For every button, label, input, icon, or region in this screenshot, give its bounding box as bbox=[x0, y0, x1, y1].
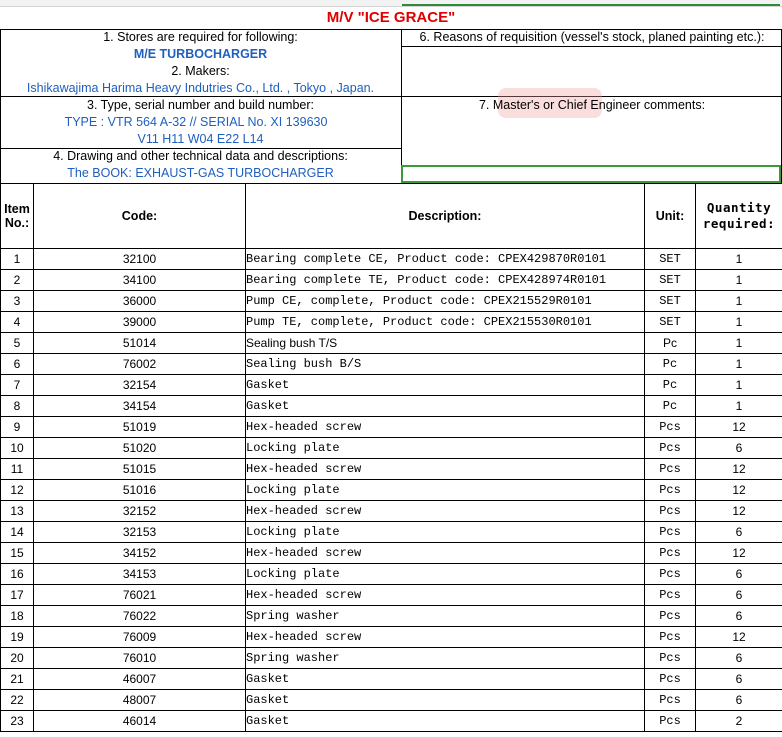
unit-cell[interactable]: Pcs bbox=[645, 438, 696, 459]
quantity-cell[interactable]: 6 bbox=[696, 669, 782, 690]
code-cell[interactable]: 32153 bbox=[34, 522, 246, 543]
table-row[interactable] bbox=[1, 522, 782, 543]
table-row[interactable] bbox=[1, 690, 782, 711]
table-row[interactable] bbox=[1, 417, 782, 438]
unit-cell[interactable]: Pcs bbox=[645, 459, 696, 480]
unit-cell[interactable]: Pc bbox=[645, 354, 696, 375]
description-cell[interactable]: Gasket bbox=[246, 396, 645, 417]
description-cell[interactable]: Bearing complete TE, Product code: CPEX428974R0101 bbox=[246, 270, 645, 291]
table-row[interactable] bbox=[1, 375, 782, 396]
description-cell[interactable]: Gasket bbox=[246, 375, 645, 396]
quantity-cell[interactable]: 1 bbox=[696, 375, 782, 396]
quantity-cell[interactable]: 12 bbox=[696, 543, 782, 564]
code-cell[interactable]: 34153 bbox=[34, 564, 246, 585]
code-cell[interactable]: 51015 bbox=[34, 459, 246, 480]
code-cell[interactable]: 76002 bbox=[34, 354, 246, 375]
item-number-cell[interactable]: 14 bbox=[1, 522, 34, 543]
vessel-title: M/V "ICE GRACE" bbox=[326, 9, 456, 26]
code-cell[interactable]: 76010 bbox=[34, 648, 246, 669]
col-header-code: Code: bbox=[34, 184, 246, 249]
description-cell[interactable]: Hex-headed screw bbox=[246, 417, 645, 438]
col-header-unit: Unit: bbox=[645, 184, 696, 249]
item-number-cell[interactable]: 5 bbox=[1, 333, 34, 354]
description-cell[interactable]: Bearing complete CE, Product code: CPEX429870R0101 bbox=[246, 249, 645, 270]
description-cell[interactable]: Sealing bush T/S bbox=[246, 333, 645, 354]
item-number-cell[interactable]: 10 bbox=[1, 438, 34, 459]
quantity-cell[interactable]: 1 bbox=[696, 354, 782, 375]
description-cell[interactable]: Sealing bush B/S bbox=[246, 354, 645, 375]
description-cell[interactable]: Gasket bbox=[246, 690, 645, 711]
description-cell[interactable]: Hex-headed screw bbox=[246, 543, 645, 564]
code-cell[interactable]: 51014 bbox=[34, 333, 246, 354]
quantity-cell[interactable]: 6 bbox=[696, 564, 782, 585]
col-header-quantity bbox=[696, 184, 782, 249]
drawing-value: The BOOK: EXHAUST-GAS TURBOCHARGER bbox=[67, 166, 334, 180]
type-label: 3. Type, serial number and build number: bbox=[87, 98, 314, 112]
unit-cell[interactable]: Pc bbox=[645, 396, 696, 417]
table-row[interactable] bbox=[1, 543, 782, 564]
description-cell[interactable]: Hex-headed screw bbox=[246, 459, 645, 480]
item-number-cell[interactable]: 2 bbox=[1, 270, 34, 291]
items-table bbox=[0, 183, 782, 732]
description-cell[interactable]: Spring washer bbox=[246, 648, 645, 669]
item-number-cell[interactable]: 19 bbox=[1, 627, 34, 648]
item-number-cell[interactable]: 21 bbox=[1, 669, 34, 690]
item-number-cell[interactable]: 12 bbox=[1, 480, 34, 501]
quantity-cell[interactable]: 6 bbox=[696, 690, 782, 711]
unit-cell[interactable]: SET bbox=[645, 249, 696, 270]
unit-cell[interactable]: Pc bbox=[645, 333, 696, 354]
item-number-cell[interactable]: 17 bbox=[1, 585, 34, 606]
quantity-cell[interactable]: 12 bbox=[696, 417, 782, 438]
table-row[interactable] bbox=[1, 606, 782, 627]
quantity-cell[interactable]: 1 bbox=[696, 291, 782, 312]
unit-cell[interactable]: Pcs bbox=[645, 648, 696, 669]
col-header-quantity-line-2: required: bbox=[702, 216, 776, 231]
unit-cell[interactable]: Pcs bbox=[645, 417, 696, 438]
table-row[interactable] bbox=[1, 291, 782, 312]
quantity-cell[interactable]: 1 bbox=[696, 249, 782, 270]
code-cell[interactable]: 34154 bbox=[34, 396, 246, 417]
quantity-cell[interactable]: 6 bbox=[696, 648, 782, 669]
code-cell[interactable]: 34152 bbox=[34, 543, 246, 564]
unit-cell[interactable]: SET bbox=[645, 270, 696, 291]
form-right-row-divider-1 bbox=[401, 46, 782, 47]
quantity-cell[interactable]: 1 bbox=[696, 312, 782, 333]
description-cell[interactable]: Locking plate bbox=[246, 522, 645, 543]
col-header-description: Description: bbox=[246, 184, 645, 249]
unit-cell[interactable]: Pcs bbox=[645, 522, 696, 543]
table-row[interactable] bbox=[1, 711, 782, 732]
item-number-cell[interactable]: 6 bbox=[1, 354, 34, 375]
col-header-quantity-line-1: Quantity bbox=[706, 200, 772, 215]
description-cell[interactable]: Hex-headed screw bbox=[246, 501, 645, 522]
selected-cell-border-top bbox=[402, 0, 780, 6]
item-number-cell[interactable]: 22 bbox=[1, 690, 34, 711]
unit-cell[interactable]: Pc bbox=[645, 375, 696, 396]
col-header-item-line-2: No.: bbox=[4, 216, 30, 230]
table-header-row bbox=[1, 184, 782, 249]
item-number-cell[interactable]: 23 bbox=[1, 711, 34, 732]
description-cell[interactable]: Spring washer bbox=[246, 606, 645, 627]
code-cell[interactable]: 76021 bbox=[34, 585, 246, 606]
unit-cell[interactable]: SET bbox=[645, 312, 696, 333]
quantity-cell[interactable]: 1 bbox=[696, 270, 782, 291]
unit-cell[interactable]: Pcs bbox=[645, 564, 696, 585]
selected-cell[interactable] bbox=[401, 165, 781, 183]
item-number-cell[interactable]: 16 bbox=[1, 564, 34, 585]
unit-cell[interactable]: Pcs bbox=[645, 501, 696, 522]
item-number-cell[interactable]: 20 bbox=[1, 648, 34, 669]
quantity-cell[interactable]: 6 bbox=[696, 606, 782, 627]
stores-value: M/E TURBOCHARGER bbox=[133, 47, 268, 61]
unit-cell[interactable]: Pcs bbox=[645, 711, 696, 732]
description-cell[interactable]: Locking plate bbox=[246, 564, 645, 585]
item-number-cell[interactable]: 7 bbox=[1, 375, 34, 396]
description-cell[interactable]: Locking plate bbox=[246, 438, 645, 459]
makers-value: Ishikawajima Harima Heavy Indutries Co., Ltd. , Tokyo , Japan. bbox=[26, 81, 375, 95]
code-cell[interactable]: 51016 bbox=[34, 480, 246, 501]
unit-cell[interactable]: Pcs bbox=[645, 480, 696, 501]
table-row[interactable] bbox=[1, 648, 782, 669]
table-row[interactable] bbox=[1, 627, 782, 648]
table-row[interactable] bbox=[1, 669, 782, 690]
unit-cell[interactable]: Pcs bbox=[645, 585, 696, 606]
code-cell[interactable]: 46014 bbox=[34, 711, 246, 732]
description-cell[interactable]: Gasket bbox=[246, 711, 645, 732]
quantity-cell[interactable]: 12 bbox=[696, 480, 782, 501]
quantity-cell[interactable]: 2 bbox=[696, 711, 782, 732]
quantity-cell[interactable]: 12 bbox=[696, 627, 782, 648]
unit-cell[interactable]: Pcs bbox=[645, 627, 696, 648]
table-row[interactable] bbox=[1, 333, 782, 354]
item-number-cell[interactable]: 13 bbox=[1, 501, 34, 522]
code-cell[interactable]: 48007 bbox=[34, 690, 246, 711]
code-cell[interactable]: 51020 bbox=[34, 438, 246, 459]
quantity-cell[interactable]: 12 bbox=[696, 459, 782, 480]
table-row[interactable] bbox=[1, 396, 782, 417]
unit-cell[interactable]: Pcs bbox=[645, 606, 696, 627]
col-header-item-line-1: Item bbox=[4, 202, 30, 216]
code-cell[interactable]: 51019 bbox=[34, 417, 246, 438]
code-cell[interactable]: 76022 bbox=[34, 606, 246, 627]
table-row[interactable] bbox=[1, 459, 782, 480]
code-cell[interactable]: 32152 bbox=[34, 501, 246, 522]
description-cell[interactable]: Hex-headed screw bbox=[246, 585, 645, 606]
stores-label: 1. Stores are required for following: bbox=[103, 30, 298, 44]
code-cell[interactable]: 39000 bbox=[34, 312, 246, 333]
item-number-cell[interactable]: 9 bbox=[1, 417, 34, 438]
makers-label: 2. Makers: bbox=[171, 64, 230, 78]
quantity-cell[interactable]: 1 bbox=[696, 396, 782, 417]
table-row[interactable] bbox=[1, 564, 782, 585]
comments-label: 7. Master's or Chief Engineer comments: bbox=[478, 98, 706, 112]
unit-cell[interactable]: Pcs bbox=[645, 690, 696, 711]
item-number-cell[interactable]: 18 bbox=[1, 606, 34, 627]
table-row[interactable] bbox=[1, 312, 782, 333]
description-cell[interactable]: Locking plate bbox=[246, 480, 645, 501]
table-row[interactable] bbox=[1, 354, 782, 375]
reasons-label: 6. Reasons of requisition (vessel's stock, planed painting etc.): bbox=[419, 30, 765, 44]
code-cell[interactable]: 46007 bbox=[34, 669, 246, 690]
quantity-cell[interactable]: 1 bbox=[696, 333, 782, 354]
code-cell[interactable]: 34100 bbox=[34, 270, 246, 291]
item-number-cell[interactable]: 8 bbox=[1, 396, 34, 417]
type-value-line-1: TYPE : VTR 564 A-32 // SERIAL No. XI 139630 bbox=[64, 115, 328, 129]
drawing-label: 4. Drawing and other technical data and descriptions: bbox=[53, 149, 348, 163]
type-value-line-2: V11 H11 W04 E22 L14 bbox=[137, 132, 264, 146]
code-cell[interactable]: 76009 bbox=[34, 627, 246, 648]
item-number-cell[interactable]: 3 bbox=[1, 291, 34, 312]
table-row[interactable] bbox=[1, 480, 782, 501]
table-row[interactable] bbox=[1, 438, 782, 459]
description-cell[interactable]: Pump TE, complete, Product code: CPEX215530R0101 bbox=[246, 312, 645, 333]
code-cell[interactable]: 32154 bbox=[34, 375, 246, 396]
table-row[interactable] bbox=[1, 270, 782, 291]
col-header-item bbox=[1, 184, 34, 249]
table-row[interactable] bbox=[1, 585, 782, 606]
unit-cell[interactable]: Pcs bbox=[645, 669, 696, 690]
description-cell[interactable]: Pump CE, complete, Product code: CPEX215529R0101 bbox=[246, 291, 645, 312]
item-number-cell[interactable]: 4 bbox=[1, 312, 34, 333]
quantity-cell[interactable]: 6 bbox=[696, 438, 782, 459]
quantity-cell[interactable]: 12 bbox=[696, 501, 782, 522]
code-cell[interactable]: 36000 bbox=[34, 291, 246, 312]
table-row[interactable] bbox=[1, 249, 782, 270]
item-number-cell[interactable]: 15 bbox=[1, 543, 34, 564]
item-number-cell[interactable]: 1 bbox=[1, 249, 34, 270]
description-cell[interactable]: Gasket bbox=[246, 669, 645, 690]
quantity-cell[interactable]: 6 bbox=[696, 585, 782, 606]
table-row[interactable] bbox=[1, 501, 782, 522]
description-cell[interactable]: Hex-headed screw bbox=[246, 627, 645, 648]
unit-cell[interactable]: SET bbox=[645, 291, 696, 312]
item-number-cell[interactable]: 11 bbox=[1, 459, 34, 480]
code-cell[interactable]: 32100 bbox=[34, 249, 246, 270]
quantity-cell[interactable]: 6 bbox=[696, 522, 782, 543]
unit-cell[interactable]: Pcs bbox=[645, 543, 696, 564]
